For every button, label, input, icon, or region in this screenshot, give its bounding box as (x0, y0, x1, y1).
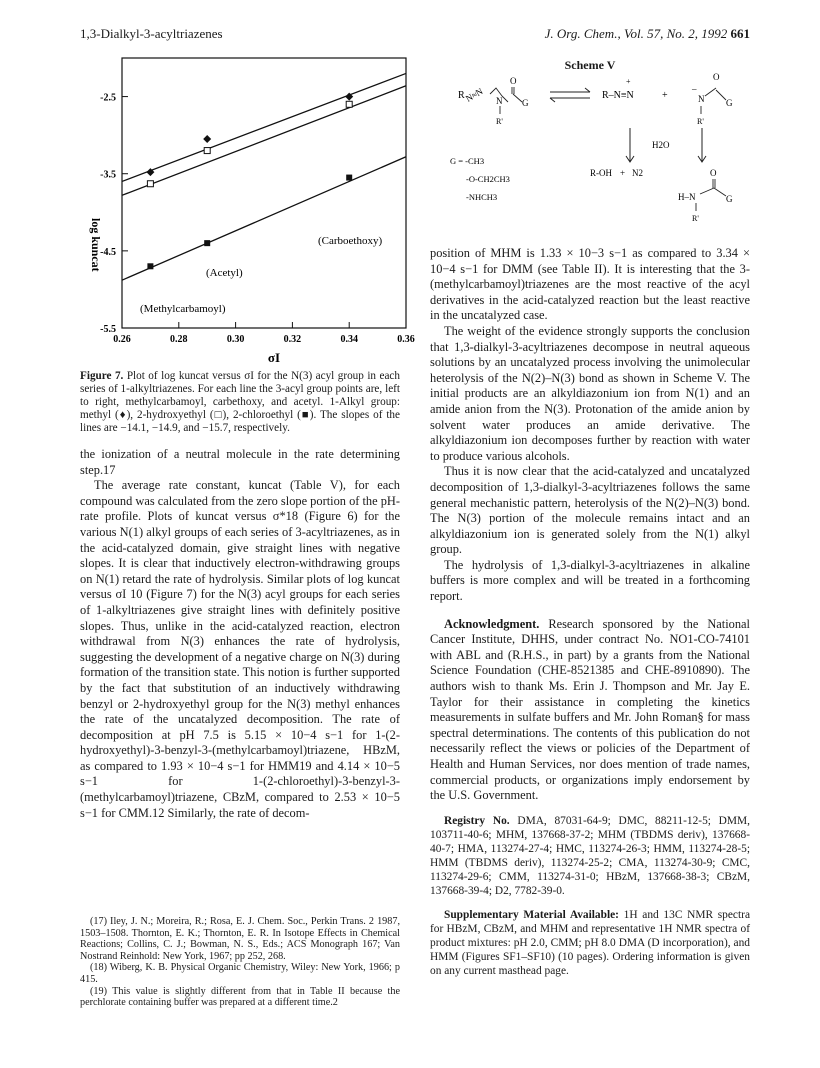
supplementary-heading: Supplementary Material Available: (444, 908, 619, 921)
page-number: 661 (730, 26, 750, 41)
x-tick-label: 0.34 (340, 334, 358, 345)
data-point-open-square (147, 181, 153, 187)
scheme-g-1: G (522, 98, 529, 108)
supplementary-text: 1H and 13C NMR spectra for HBzM, CBzM, and MHM and representative 1H NMR spectra of product mixtures: pH 2.0, CMM; pH 8.0 DMA (D incorporation), and HMM (Figures SF1–SF10) (10 pages). Ordering information is given on any current masthead page. (430, 908, 751, 977)
scheme-g-def-1: G = -CH3 (450, 156, 485, 166)
regression-line (122, 73, 406, 181)
x-tick-label: 0.26 (113, 334, 131, 345)
annotation-methylcarbamoyl: (Methylcarbamoyl) (140, 303, 226, 315)
registry-text: DMA, 87031-64-9; DMC, 88211-12-5; DMM, 103711-40-6; MHM, 137668-37-2; MHM (TBDMS deriv), 137668-40-7; HMA, 113274-27-4; HMC, 113274-26-3; HMM, 113274-28-5; HMM (TBDMS deriv), 113274-25-2; CMA, 113274-30-9; CMC, 113274-29-6; CMM, 113274-31-0; HBzM, 137668-38-3; CBzM, 137668-39-4; D2, 7782-39-0. (430, 814, 750, 897)
scheme-rp-1: R' (496, 117, 503, 126)
right-column (430, 246, 750, 978)
scheme-r: R (458, 90, 465, 101)
x-axis-label: σI (267, 350, 281, 365)
journal-name: J. Org. Chem., (544, 26, 621, 41)
registry-numbers (430, 814, 750, 898)
scheme-hn: H–N (678, 192, 696, 202)
journal-volume: Vol. 57, No. 2, 1992 (623, 26, 728, 41)
annotation-acetyl: (Acetyl) (206, 267, 243, 279)
x-tick-label: 0.36 (397, 334, 415, 345)
scheme-g-def-3: -NHCH3 (466, 192, 498, 202)
annotation-carboethoxy: (Carboethoxy) (318, 235, 383, 247)
y-tick-label: -3.5 (100, 169, 116, 181)
acknowledgment-heading: Acknowledgment. (444, 616, 540, 631)
paragraph: Thus it is now clear that the acid-catalyzed and uncatalyzed decomposition of 1,3-dialkyl-3-acyltriazenes follows the same general mechanistic pattern, heterolysis of the N(2)–N(3) bond. The N(3) portion of the molecule remains intact and an alkyldiazonium ion is generated solely from the N(1) alkyl group. (430, 464, 750, 557)
data-point-open-square (204, 148, 210, 154)
scheme-g-def-2: -O-CH2CH3 (466, 174, 510, 184)
figure-7-chart (78, 48, 415, 370)
y-tick-label: -4.5 (100, 246, 116, 258)
scheme-rp-3: R' (692, 214, 699, 223)
scheme-water: H2O (652, 140, 670, 150)
footnotes (80, 916, 400, 1009)
x-tick-label: 0.28 (170, 334, 188, 345)
running-title: 1,3-Dialkyl-3-acyltriazenes (80, 26, 223, 41)
data-point-filled-square (346, 175, 352, 181)
paragraph: position of MHM is 1.33 × 10−3 s−1 as compared to 3.34 × 10−4 s−1 for DMM (see Table II). It is interesting that the 3-(methylcarbamoyl)triazenes are the most reactive of the acyl derivatives in the acid-catalyzed reaction but the least reactive in the uncatalyzed case. (430, 246, 750, 323)
regression-line (122, 86, 406, 196)
scheme-minus-charge: – (692, 84, 697, 94)
y-tick-label: -2.5 (100, 92, 116, 104)
scheme-o-3: O (710, 168, 717, 178)
scheme-plus-sign-2: + (620, 168, 626, 178)
scheme-o-1: O (510, 76, 517, 86)
scheme-diazonium: R–N≡N (602, 90, 634, 101)
footnote: (18) Wiberg, K. B. Physical Organic Chemistry, Wiley: New York, 1966; p 415. (80, 962, 400, 985)
data-point-filled-square (204, 240, 210, 246)
footnote: (19) This value is slightly different from that in Table II because the perchlorate containing buffer was prepared at a different time.2 (80, 985, 400, 1009)
paragraph: The hydrolysis of 1,3-dialkyl-3-acyltriazenes in alkaline buffers is more complex and will be treated in a forthcoming report. (430, 557, 750, 604)
scheme-alcohol: R-OH (590, 168, 612, 178)
scheme-o-2: O (713, 72, 720, 82)
scheme-plus-sign: + (662, 90, 668, 101)
scheme-plus-charge: + (626, 77, 631, 86)
supplementary-material (430, 908, 750, 978)
scheme-n-chain: N≈N (464, 86, 485, 104)
x-tick-label: 0.32 (283, 334, 302, 345)
left-column (80, 447, 400, 821)
scheme-n-1: N (496, 96, 503, 106)
scheme-title: Scheme V (564, 58, 616, 72)
scheme-nitrogen: N2 (632, 168, 643, 178)
registry-heading: Registry No. (444, 814, 510, 827)
y-tick-label: -5.5 (100, 324, 116, 335)
scheme-rp-2: R' (697, 117, 704, 126)
acknowledgment-text: Research sponsored by the National Cancer Institute, DHHS, under contract No. NO1-CO-74101 with ABL and (R.H.S., in part) by a grants from the National Science Foundation (CHE-8521385 and CHE-8910890). The authors wish to thank Ms. Erin J. Thompson and Mr. Jay E. Taylor for their assistance in completing the kinetics measurements in sulfate buffers and Mr. John Roman§ for mass spectral determinations. The contents of this publication do not necessarily reflect the views or policies of the Department of Health and Human Services, nor does mention of trade names, commercial products, or organizations imply endorsement by the U.S. Government. (430, 616, 750, 803)
caption-text: Plot of log kuncat versus σI for the N(3) acyl group in each series of 1-alkyltriazenes. For each line the 3-acyl group points are, left to right, methylcarbamoyl, carbethoxy, and acetyl. 1-Alkyl group: methyl (♦), 2-hydroxyethyl (□), 2-chloroethyl (■). The slopes of the lines are −14.1, −14.9, and −15.7, respectively. (80, 370, 400, 434)
scheme-v (430, 72, 750, 237)
scheme-n-2: N (698, 94, 705, 104)
data-point-filled-square (147, 263, 153, 269)
data-point-open-square (346, 101, 352, 107)
regression-line (122, 157, 406, 280)
footnote: (17) Iley, J. N.; Moreira, R.; Rosa, E. J. Chem. Soc., Perkin Trans. 2 1987, 1503–1508. Thornton, E. K.; Thornton, E. R. In Isotope Effects in Chemical Reactions; Collins, C. J.; Bowman, N. S., Eds.; ACS Monograph 167; Van Nostrand Reinhold: New York, 1967; pp 252, 268. (80, 916, 400, 962)
acknowledgment (430, 617, 750, 804)
paragraph: the ionization of a neutral molecule in the rate determining step.17 (80, 447, 400, 477)
plot-area-border (122, 58, 406, 328)
paragraph: The average rate constant, kuncat (Table V), for each compound was calculated from the zero slope portion of the pH-rate profile. Plots of kuncat versus σ*18 (Figure 6) for the various N(1) alkyl groups of each series of 3-acyltriazenes, as in the acid-catalyzed domain, give straight lines with negative slopes. It is clear that inductively electron-withdrawing groups on N(1) retard the rate of hydrolysis. Similar plots of log kuncat versus σI 10 (Figure 7) for the N(3) acyl groups for each series of 1-alkyltriazenes give straight lines with definitely positive slopes. Thus, unlike in the acid-catalyzed reaction, electron withdrawal from N(3) enhances the rate of hydrolysis, suggesting the development of a negative charge on N(3) during formation of the transition state. This notion is further supported by the fact that substitution of an inductively withdrawing benzyl or 2-hydroxyethyl group for the N(3) methyl enhances the rate of the uncatalyzed decomposition. The rate of decomposition at pH 7.5 is 5.15 × 10−4 s−1 for 1-(2-hydroxyethyl)-3-benzyl-3-(methylcarbamoyl)triazene, HBzM, as compared to 1.93 × 10−4 s−1 for HMM19 and 4.14 × 10−5 s−1 for 1-(2-chloroethyl)-3-benzyl-3-(methylcarbamoyl)triazene, CBzM, compared to 2.53 × 10−5 s−1 for CMM.12 Similarly, the rate of decom- (80, 478, 400, 820)
chart-frame (122, 58, 406, 328)
x-tick-label: 0.30 (226, 334, 245, 345)
scheme-g-2: G (726, 98, 733, 108)
caption-label: Figure 7. (80, 370, 124, 382)
figure-caption (80, 370, 400, 435)
paragraph: The weight of the evidence strongly supports the conclusion that 1,3-dialkyl-3-acyltriazenes decompose in neutral aqueous solutions by an uncatalyzed process involving the unimolecular heterolysis of the N(2)–N(3) bond as shown in Scheme V. The initial products are an alkyldiazonium ion from N(1) and an amide anion from the N(3). Protonation of the amide anion by solvent water produces an amide derivative. The alkyldiazonium ion decomposes further by reaction with water to produce various alcohols. (430, 323, 750, 463)
chart-lines (122, 73, 406, 280)
y-axis-label: log kuncat (89, 218, 103, 272)
scheme-g-3: G (726, 194, 733, 204)
data-point-diamond (203, 135, 211, 143)
journal-header (430, 26, 750, 42)
